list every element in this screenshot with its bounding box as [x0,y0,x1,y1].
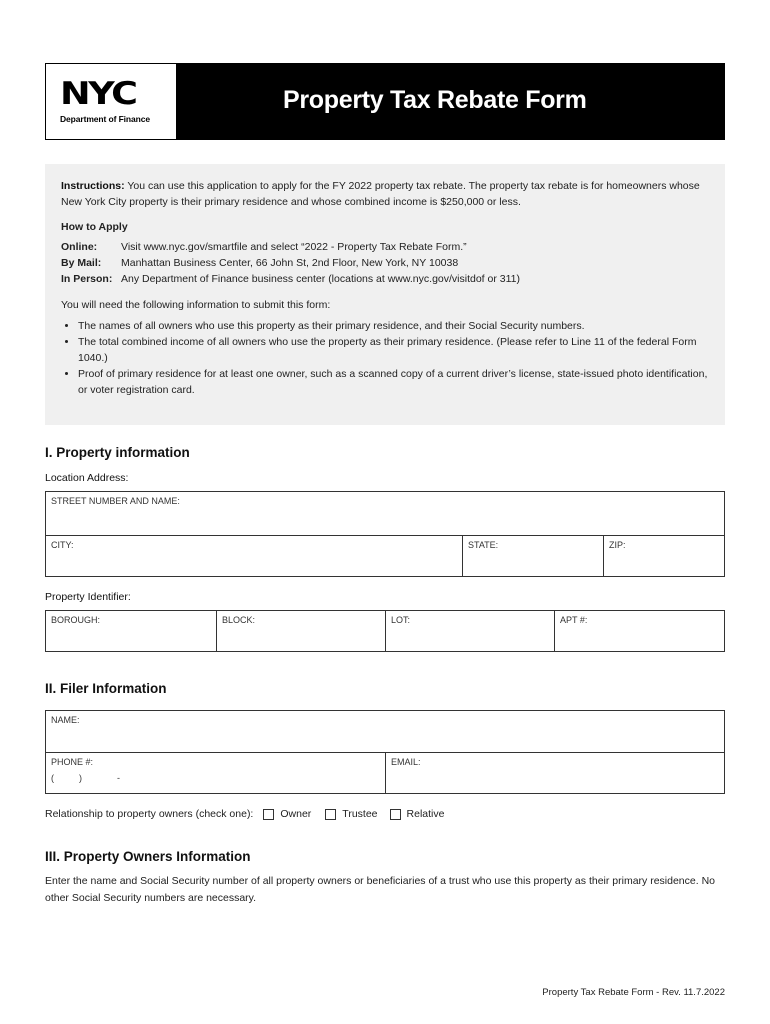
name-field[interactable] [46,711,724,752]
city-field[interactable] [46,536,462,577]
section-property-information-heading: I. Property information [45,445,190,460]
phone-format-hint: ( ) - [51,773,121,783]
street-row [46,492,724,535]
requirements-list [61,318,709,398]
phone-field[interactable] [46,753,385,794]
location-address-label: Location Address: [45,472,129,484]
logo-nyc-text: NYC [60,76,136,112]
method-by-mail [61,255,709,271]
list-item: • Proof of primary residence for at least one owner, such as a scanned copy of a current driver’s license, state-issued photo identification, or voter registration card. [78,366,709,398]
zip-field[interactable] [603,536,724,577]
phone-email-row [46,752,724,794]
form-revision-footer: Property Tax Rebate Form - Rev. 11.7.2022 [542,987,725,998]
need-info-text: You will need the following information to submit this form: [61,299,331,311]
instructions-box [45,164,725,425]
instructions-label: Instructions: [61,180,125,192]
list-item: • The names of all owners who use this property as their primary residence, and their Social Security numbers. [78,318,709,334]
method-online [61,239,709,255]
apt-field-label: APT #: [560,615,588,625]
borough-field-label: BOROUGH: [51,615,101,625]
name-row [46,711,724,752]
location-address-grid [45,491,725,577]
zip-field-label: ZIP: [609,540,626,550]
trustee-option-label: Trustee [342,808,378,820]
section-property-owners-heading: III. Property Owners Information [45,849,251,864]
state-field-label: STATE: [468,540,499,550]
list-item: • The total combined income of all owners who use the property as their primary residence. (Please refer to Line 11 of the federal Form 1040.) [78,334,709,366]
property-owners-instructions: Enter the name and Social Security number of all property owners or beneficiaries of a trust who use this property as their primary residence. No other Social Security numbers are necessary. [45,875,715,904]
city-field-label: CITY: [51,540,74,550]
relative-checkbox[interactable] [390,809,401,820]
lot-field[interactable] [385,611,554,651]
name-field-label: NAME: [51,715,80,725]
block-field[interactable] [216,611,385,651]
relationship-label: Relationship to property owners (check one): [45,808,254,820]
method-label: Online: [61,241,98,253]
email-field[interactable] [385,753,724,794]
trustee-checkbox[interactable] [325,809,336,820]
nyc-dof-logo [45,63,177,140]
form-title: Property Tax Rebate Form [283,85,587,114]
identifier-row [46,611,724,651]
block-field-label: BLOCK: [222,615,256,625]
owner-checkbox[interactable] [263,809,274,820]
section-filer-information-heading: II. Filer Information [45,681,167,696]
property-identifier-label: Property Identifier: [45,591,131,603]
city-state-zip-row [46,535,724,577]
relationship-line [45,808,444,820]
method-text: Manhattan Business Center, 66 John St, 2nd Floor, New York, NY 10038 [121,257,459,269]
logo-department-text: Department of Finance [60,114,150,124]
borough-field[interactable] [46,611,216,651]
instructions-text: You can use this application to apply for the FY 2022 property tax rebate. The property tax rebate is for homeowners whose New York City property is their primary residence and whose combined income is $250,000 or less. [61,180,700,208]
email-field-label: EMAIL: [391,757,421,767]
street-field-label: STREET NUMBER AND NAME: [51,496,180,506]
owner-option-label: Owner [280,808,312,820]
method-label: By Mail: [61,257,102,269]
method-in-person [61,271,709,287]
method-label: In Person: [61,273,113,285]
method-text: Any Department of Finance business center (locations at www.nyc.gov/visitdof or 311) [121,273,520,285]
instructions-paragraph [61,178,709,210]
state-field[interactable] [462,536,603,577]
street-field[interactable] [46,492,724,535]
method-text: Visit www.nyc.gov/smartfile and select “2022 - Property Tax Rebate Form.” [121,241,467,253]
property-identifier-grid [45,610,725,652]
how-to-apply-heading: How to Apply [61,221,128,233]
relative-option-label: Relative [406,808,445,820]
lot-field-label: LOT: [391,615,411,625]
form-header [45,63,725,140]
phone-field-label: PHONE #: [51,757,94,767]
filer-information-grid [45,710,725,794]
apt-field[interactable] [554,611,724,651]
